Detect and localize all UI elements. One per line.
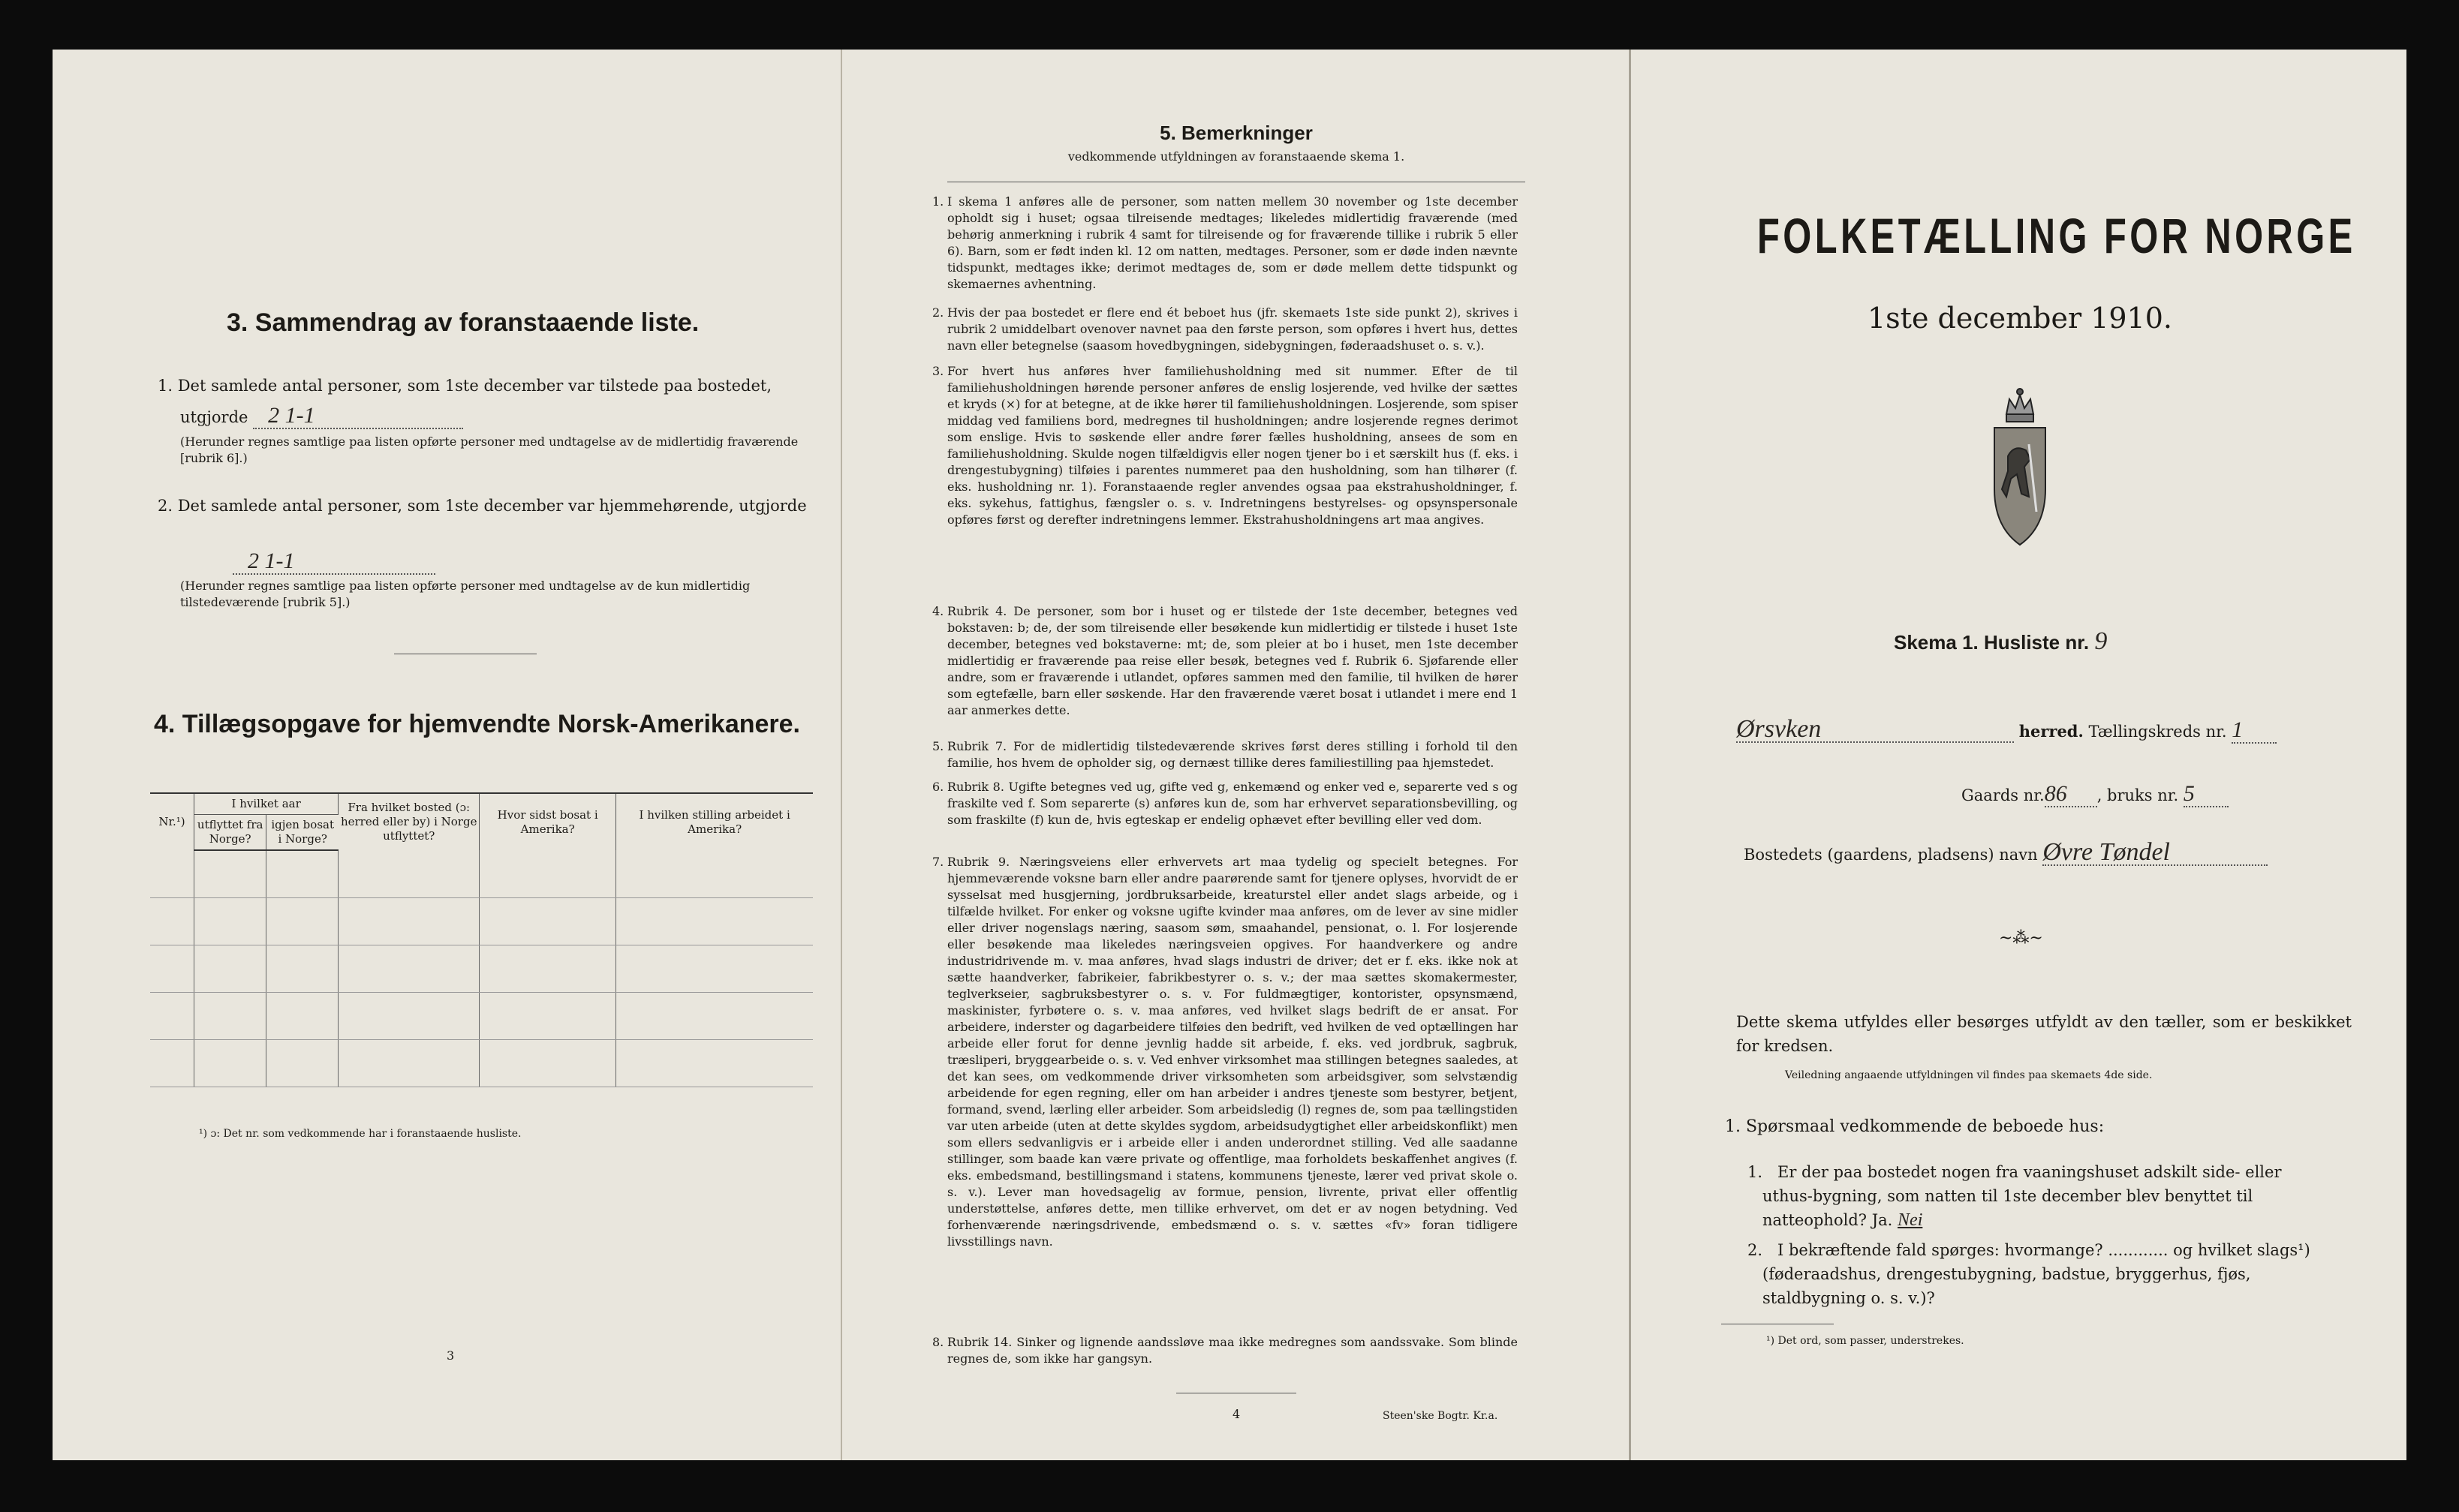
census-title: FOLKETÆLLING FOR NORGE	[1757, 208, 2356, 263]
table-footnote: ¹) ɔ: Det nr. som vedkommende har i foranstaaende husliste.	[199, 1128, 522, 1140]
section3-title: 3. Sammendrag av foranstaaende liste.	[227, 308, 700, 337]
page-4	[841, 50, 1629, 1460]
col-group-year: I hvilket aar	[194, 793, 338, 815]
answer-nei: Nei	[1898, 1210, 1923, 1230]
remark-6: 6. Rubrik 8. Ugifte betegnes ved ug, gifte ved g, enkemænd og enker ved e, separerte ved s og fraskilte ved f. Som separerte (s) anføres kun de, som har erhvervet separationsbevilling, og som fraskilte (f) kun de, hvis egteskap er endelig ophævet efter bevilling eller ved dom.	[932, 780, 1518, 827]
census-date: 1ste december 1910.	[1868, 302, 2172, 335]
table-row	[150, 850, 813, 898]
col-utflyttet: utflyttet fra Norge?	[194, 815, 266, 851]
remark-3: 3. For hvert hus anføres hver familiehusholdning med sit nummer. Efter de til familiehusholdningen hørende personer anføres de enslig losjerende, ved hvilke der sættes et kryds (×) for at betegne, at de ikke hører til familiehusholdningen. Losjerende, som spiser middag ved familiens bord, medregnes til husholdningen; andre losjerende regnes derimot som enslige. Hvis to søskende eller andre fører fælles husholdning, ansees de som en familiehusholdning. Skulde nogen tilfældigvis eller nogen tjener bo i et særskilt hus (f. eks. i drengestubygning) tilføies i parentes nummeret paa den husholdning, som han tilhører (f. eks. husholdning nr. 1). Foranstaaende regler anvendes ogsaa paa ekstrahusholdninger, f. eks. sykehus, fattighus, fængsler o. s. v. Indretningens bestyrelses- og opsynspersonale opføres først og derefter indretningens lemmer. Ekstrahusholdningens art maa angives.	[932, 364, 1518, 527]
handwritten-count-1: 2 1-1	[253, 404, 463, 429]
remarks-subtitle: vedkommende utfyldningen av foranstaaende skema 1.	[1067, 149, 1405, 164]
remark-1: 1. I skema 1 anføres alle de personer, som natten mellem 30 november og 1ste december opholdt sig i huset; ogsaa tilreisende medtages; likeledes midlertidig fraværende (med behørig anmerkning i rubrik 4 samt for tilreisende og for fraværende tillike i rubrik 5 eller 6). Barn, som er født inden kl. 12 om natten, medtages. Personer, som er døde inden nævnte tidspunkt, medtages ikke; derimot medtages de, som er døde mellem dette tidspunkt og skemaernes avhentning.	[932, 194, 1518, 291]
page-number: 4	[1233, 1407, 1241, 1421]
remark-4: 4. Rubrik 4. De personer, som bor i huset og er tilstede der 1ste december, betegnes ved bokstaven: b; de, der som tilreisende eller besøkende kun midlertidig er tilstede i huset 1ste december, betegnes ved bokstaverne: mt; de, som pleier at bo i huset, men 1ste december midlertidig er fraværende paa reise eller besøk, betegnes ved f. Rubrik 6. Sjøfarende eller andre, som er fraværende i utlandet, opføres sammen med den familie, til hvilken de hører som egtefælle, barn eller søskende. Har den fraværende været bosat i utlandet i mere end 1 aar anmerkes dette.	[932, 604, 1518, 717]
cover-footnote: ¹) Det ord, som passer, understrekes.	[1766, 1335, 1964, 1347]
remarks-title: 5. Bemerkninger	[1160, 122, 1313, 144]
question-2: 2. I bekræftende fald spørges: hvormange? ............ og hvilket slags¹) (føderaadshus, drengestubygning, badstue, bryggerhus, fjøs, staldbygning o. s. v.)?	[1747, 1241, 2310, 1307]
page-number: 3	[447, 1348, 455, 1363]
handwritten-count-2: 2 1-1	[233, 549, 435, 575]
remark-8: 8. Rubrik 14. Sinker og lignende aandssløve maa ikke medregnes som aandssvake. Som blinde regnes de, som ikke har gangsyn.	[932, 1335, 1518, 1366]
husliste-nr: 9	[2094, 627, 2108, 655]
table-row	[150, 1040, 813, 1087]
summary-item-2-note: (Herunder regnes samtlige paa listen opførte personer med undtagelse av de kun midlertidig tilstedeværende [rubrik 5].)	[180, 579, 751, 609]
remark-5: 5. Rubrik 7. For de midlertidig tilstedeværende skrives først deres stilling i forhold til den familie, hos hvem de opholder sig, og dernæst tillike deres familiestilling paa hjemstedet.	[932, 739, 1518, 770]
skema-label: Skema 1. Husliste nr. 9	[1894, 627, 2108, 655]
table-row	[150, 898, 813, 945]
coat-of-arms-icon	[1984, 384, 2056, 552]
bosted-value: Øvre Tøndel	[2042, 840, 2268, 866]
intro-text: Dette skema utfyldes eller besørges utfyldt av den tæller, som er beskikket for kredsen.	[1736, 1013, 2352, 1055]
krets-value: 1	[2232, 718, 2277, 744]
col-nr: Nr.¹)	[150, 793, 194, 850]
questions-heading: 1. Spørsmaal vedkommende de beboede hus:	[1725, 1117, 2105, 1136]
summary-item-1-note: (Herunder regnes samtlige paa listen opførte personer med undtagelse av de midlertidig fraværende [rubrik 6].)	[180, 434, 799, 465]
gaards-value: 86	[2045, 782, 2097, 807]
table-row	[150, 945, 813, 993]
bosted-line: Bostedets (gaardens, pladsens) navn Øvre Tøndel	[1744, 840, 2268, 867]
summary-item-2: 2. Det samlede antal personer, som 1ste december var hjemmehørende, utgjorde	[158, 497, 807, 515]
veiledning-note: Veiledning angaaende utfyldningen vil findes paa skemaets 4de side.	[1785, 1069, 2153, 1081]
herred-value: Ørsvken	[1736, 717, 2014, 743]
page-3	[53, 50, 841, 1460]
remark-2: 2. Hvis der paa bostedet er flere end ét beboet hus (jfr. skemaets 1ste side punkt 2), skrives i rubrik 2 umiddelbart ovenover navnet paa den første person, som opføres i hvert hus, dettes navn eller betegnelse (saasom hovedbygningen, sidebygningen, føderaadshuset o. s. v.).	[932, 305, 1518, 353]
printer-mark: Steen'ske Bogtr. Kr.a.	[1383, 1410, 1498, 1422]
section4-title: 4. Tillægsopgave for hjemvendte Norsk-Amerikanere.	[154, 710, 800, 738]
bruks-value: 5	[2184, 782, 2229, 807]
col-hvor: Hvor sidst bosat i Amerika?	[480, 793, 616, 850]
question-1: 1. Er der paa bostedet nogen fra vaaningshuset adskilt side- eller uthus-bygning, som natten til 1ste december blev benyttet til natteophold? Ja. Nei	[1747, 1163, 2282, 1230]
summary-item-1: 1. Det samlede antal personer, som 1ste december var tilstede paa bostedet,	[158, 377, 772, 395]
col-igjen: igjen bosat i Norge?	[266, 815, 339, 851]
remark-7: 7. Rubrik 9. Næringsveiens eller erhvervets art maa tydelig og specielt betegnes. For hjemmeværende voksne barn eller andre paarørende samt for tjenere oplyses, hvorvidt de er sysselsat med husgjerning, jordbruksarbeide, kreaturstel eller andet slags arbeide, og i tilfælde hvilket. For enker og voksne ugifte kvinder maa anføres, om de lever av sine midler eller driver nogenslags næring, saasom søm, smaahandel, pensionat, o. l. For losjerende eller besøkende maa likeledes næringsveien opgives. For haandverkere og andre industridrivende m. v. maa anføres, hvad slags industri de driver; det er f. eks. ikke nok at sætte haandverker, fabrikeier, fabrikbestyrer o. s. v.; der maa sættes skomakermester, teglverkseier, sagbruksbestyrer o. s. v. For fuldmægtiger, kontorister, opsynsmænd, maskinister, fyrbøtere o. s. v. maa anføres, ved hvilket slags bedrift de er ansat. For arbeidere, inderster og dagarbeidere tilføies den bedrift, ved hvilken de ved optællingen har arbeide eller forut for denne jevnlig hadde sit arbeide, f. eks. ved jordbruk, sagbruk, træsliperi, bryggearbeide o. s. v. Ved enhver virksomhet maa stillingen betegnes saaledes, at det kan sees, om vedkommende driver virksomheten som arbeidsgiver, som selvstændig arbeidende for egen regning, eller om han arbeider i andres tjeneste som bestyrer, betjent, formand, svend, lærling eller arbeider. Som arbeidsledig (l) regnes de, som paa tællingstiden var uten arbeide (uten at dette skyldes sygdom, arbeidsudygtighet eller arbeidskonflikt) men som ellers sedvanligvis er i arbeide eller i anden underordnet stilling. Ved alle saadanne stillinger, som baade kan være private og offentlige, maa forholdets beskaffenhet angives (f. eks. embedsmand, bestillingsmand i statens, kommunens tjeneste, lærer ved privat skole o. s. v.). Lever man hovedsagelig av formue, pension, livrente, privat eller offentlig understøttelse, anføres dette, men tillike erhvervet, om det er av nogen betydning. Ved forhenværende næringsdrivende, embedsmænd o. s. v. sættes «fv» foran tidligere livsstillings navn.	[932, 855, 1518, 1249]
col-stilling: I hvilken stilling arbeidet i Amerika?	[639, 807, 790, 836]
summary-item-2-value	[233, 549, 435, 575]
gaards-line: Gaards nr.86 , bruks nr. 5	[1961, 782, 2229, 807]
ornament-icon: ~⁂~	[1999, 929, 2043, 948]
herred-line: Ørsvken herred. Tællingskreds nr. 1	[1736, 717, 2382, 744]
col-fra: Fra hvilket bosted (ɔ: herred eller by) i Norge utflyttet?	[339, 793, 480, 850]
summary-item-1-value: utgjorde 2 1-1	[180, 404, 463, 429]
table-row	[150, 993, 813, 1040]
norsk-amerikaner-table	[150, 792, 813, 1087]
page-1-cover	[1629, 50, 2406, 1460]
